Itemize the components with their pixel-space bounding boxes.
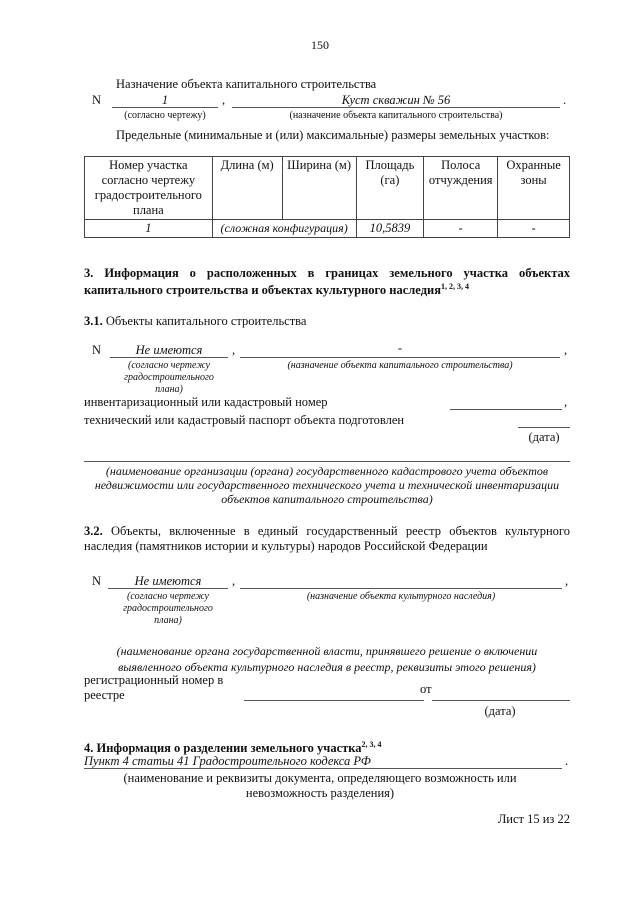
organization-caption: (наименование организации (органа) государственного кадастрового учета объектов недвижимости или государственного технического учета и технической инвентаризации объектов капитального строительства) (94, 464, 560, 506)
caption-drawing: (согласно чертежу) (124, 110, 206, 121)
comma-31: , (232, 343, 236, 357)
plot-dimensions-table (84, 156, 570, 238)
col-exclusion-strip: Полоса отчуждения (424, 157, 498, 220)
division-document-value: Пункт 4 статьи 41 Градостроительного кодекса РФ (84, 754, 371, 768)
caption-purpose-32: (назначение объекта культурного наследия) (306, 591, 496, 602)
page-number: 150 (311, 38, 329, 52)
comma-32: , (232, 574, 236, 588)
section-3-2-title: 3.2. Объекты, включенные в единый государственный реестр объектов культурного наследия (памятников истории и культуры) народов Российской Федерации (84, 524, 570, 553)
n-prefix-31: N (92, 343, 102, 357)
date-caption-32: (дата) (484, 704, 516, 718)
limits-label: Предельные (минимальные и (или) максимальные) размеры земельных участков: (116, 128, 550, 142)
caption-drawing-32: (согласно чертежу градостроительного плана) (123, 591, 213, 626)
caption-purpose-31: (назначение объекта капитального строительства) (287, 360, 513, 371)
caption-purpose: (назначение объекта капитального строительства) (289, 110, 503, 121)
n-prefix: N (92, 93, 102, 107)
date-caption-31: (дата) (528, 430, 560, 444)
period-4: . (565, 754, 569, 768)
col-protected-zones: Охранные зоны (498, 157, 570, 220)
comma-31b: , (564, 343, 568, 357)
col-length: Длина (м) (212, 157, 282, 220)
division-caption: (наименование и реквизиты документа, определяющего возможность или невозможность разделения) (123, 771, 517, 800)
cell-exclusion-strip: - (424, 220, 498, 238)
sheet-footer: Лист 15 из 22 (497, 812, 570, 826)
n-prefix-32: N (92, 574, 102, 588)
passport-label: технический или кадастровый паспорт объекта подготовлен (84, 413, 405, 427)
from-label: от (420, 682, 432, 696)
inventory-label: инвентаризационный или кадастровый номер (84, 395, 328, 409)
section-3-title: 3. Информация о расположенных в границах земельного участка объектах капитального строительства и объектах культурного наследия$^{1, 2, 3, 4}$ (84, 266, 570, 298)
authority-caption: (наименование органа государственной власти, принявшего решение о включении выявленного объекта культурного наследия в реестр, реквизиты этого решения) (116, 644, 538, 674)
objects-purpose-value: - (397, 341, 403, 355)
col-area: Площадь (га) (356, 157, 424, 220)
period: . (563, 93, 567, 107)
cell-configuration: (сложная конфигурация) (212, 220, 356, 238)
purpose-label: Назначение объекта капитального строительства (116, 77, 377, 91)
cell-plot-number: 1 (85, 220, 213, 238)
cell-protected-zones: - (498, 220, 570, 238)
cell-area: 10,5839 (356, 220, 424, 238)
comma-32b: , (565, 574, 569, 588)
col-width: Ширина (м) (282, 157, 356, 220)
comma-inv: , (564, 395, 568, 409)
object-purpose: Куст скважин № 56 (341, 93, 451, 107)
comma: , (222, 93, 226, 107)
objects-value: Не имеются (135, 343, 203, 357)
section-3-1-title: 3.1. Объекты капитального строительства (84, 314, 307, 328)
plot-number: 1 (161, 93, 169, 107)
caption-drawing-31: (согласно чертежу градостроительного плана) (124, 360, 214, 395)
col-plot-number: Номер участка согласно чертежу градостроительного плана (85, 157, 213, 220)
heritage-value: Не имеются (134, 574, 202, 588)
section-4-title: 4. Информация о разделении земельного участка$^{2, 3, 4}$ (84, 740, 382, 756)
registration-label: регистрационный номер в реестре (84, 673, 224, 702)
